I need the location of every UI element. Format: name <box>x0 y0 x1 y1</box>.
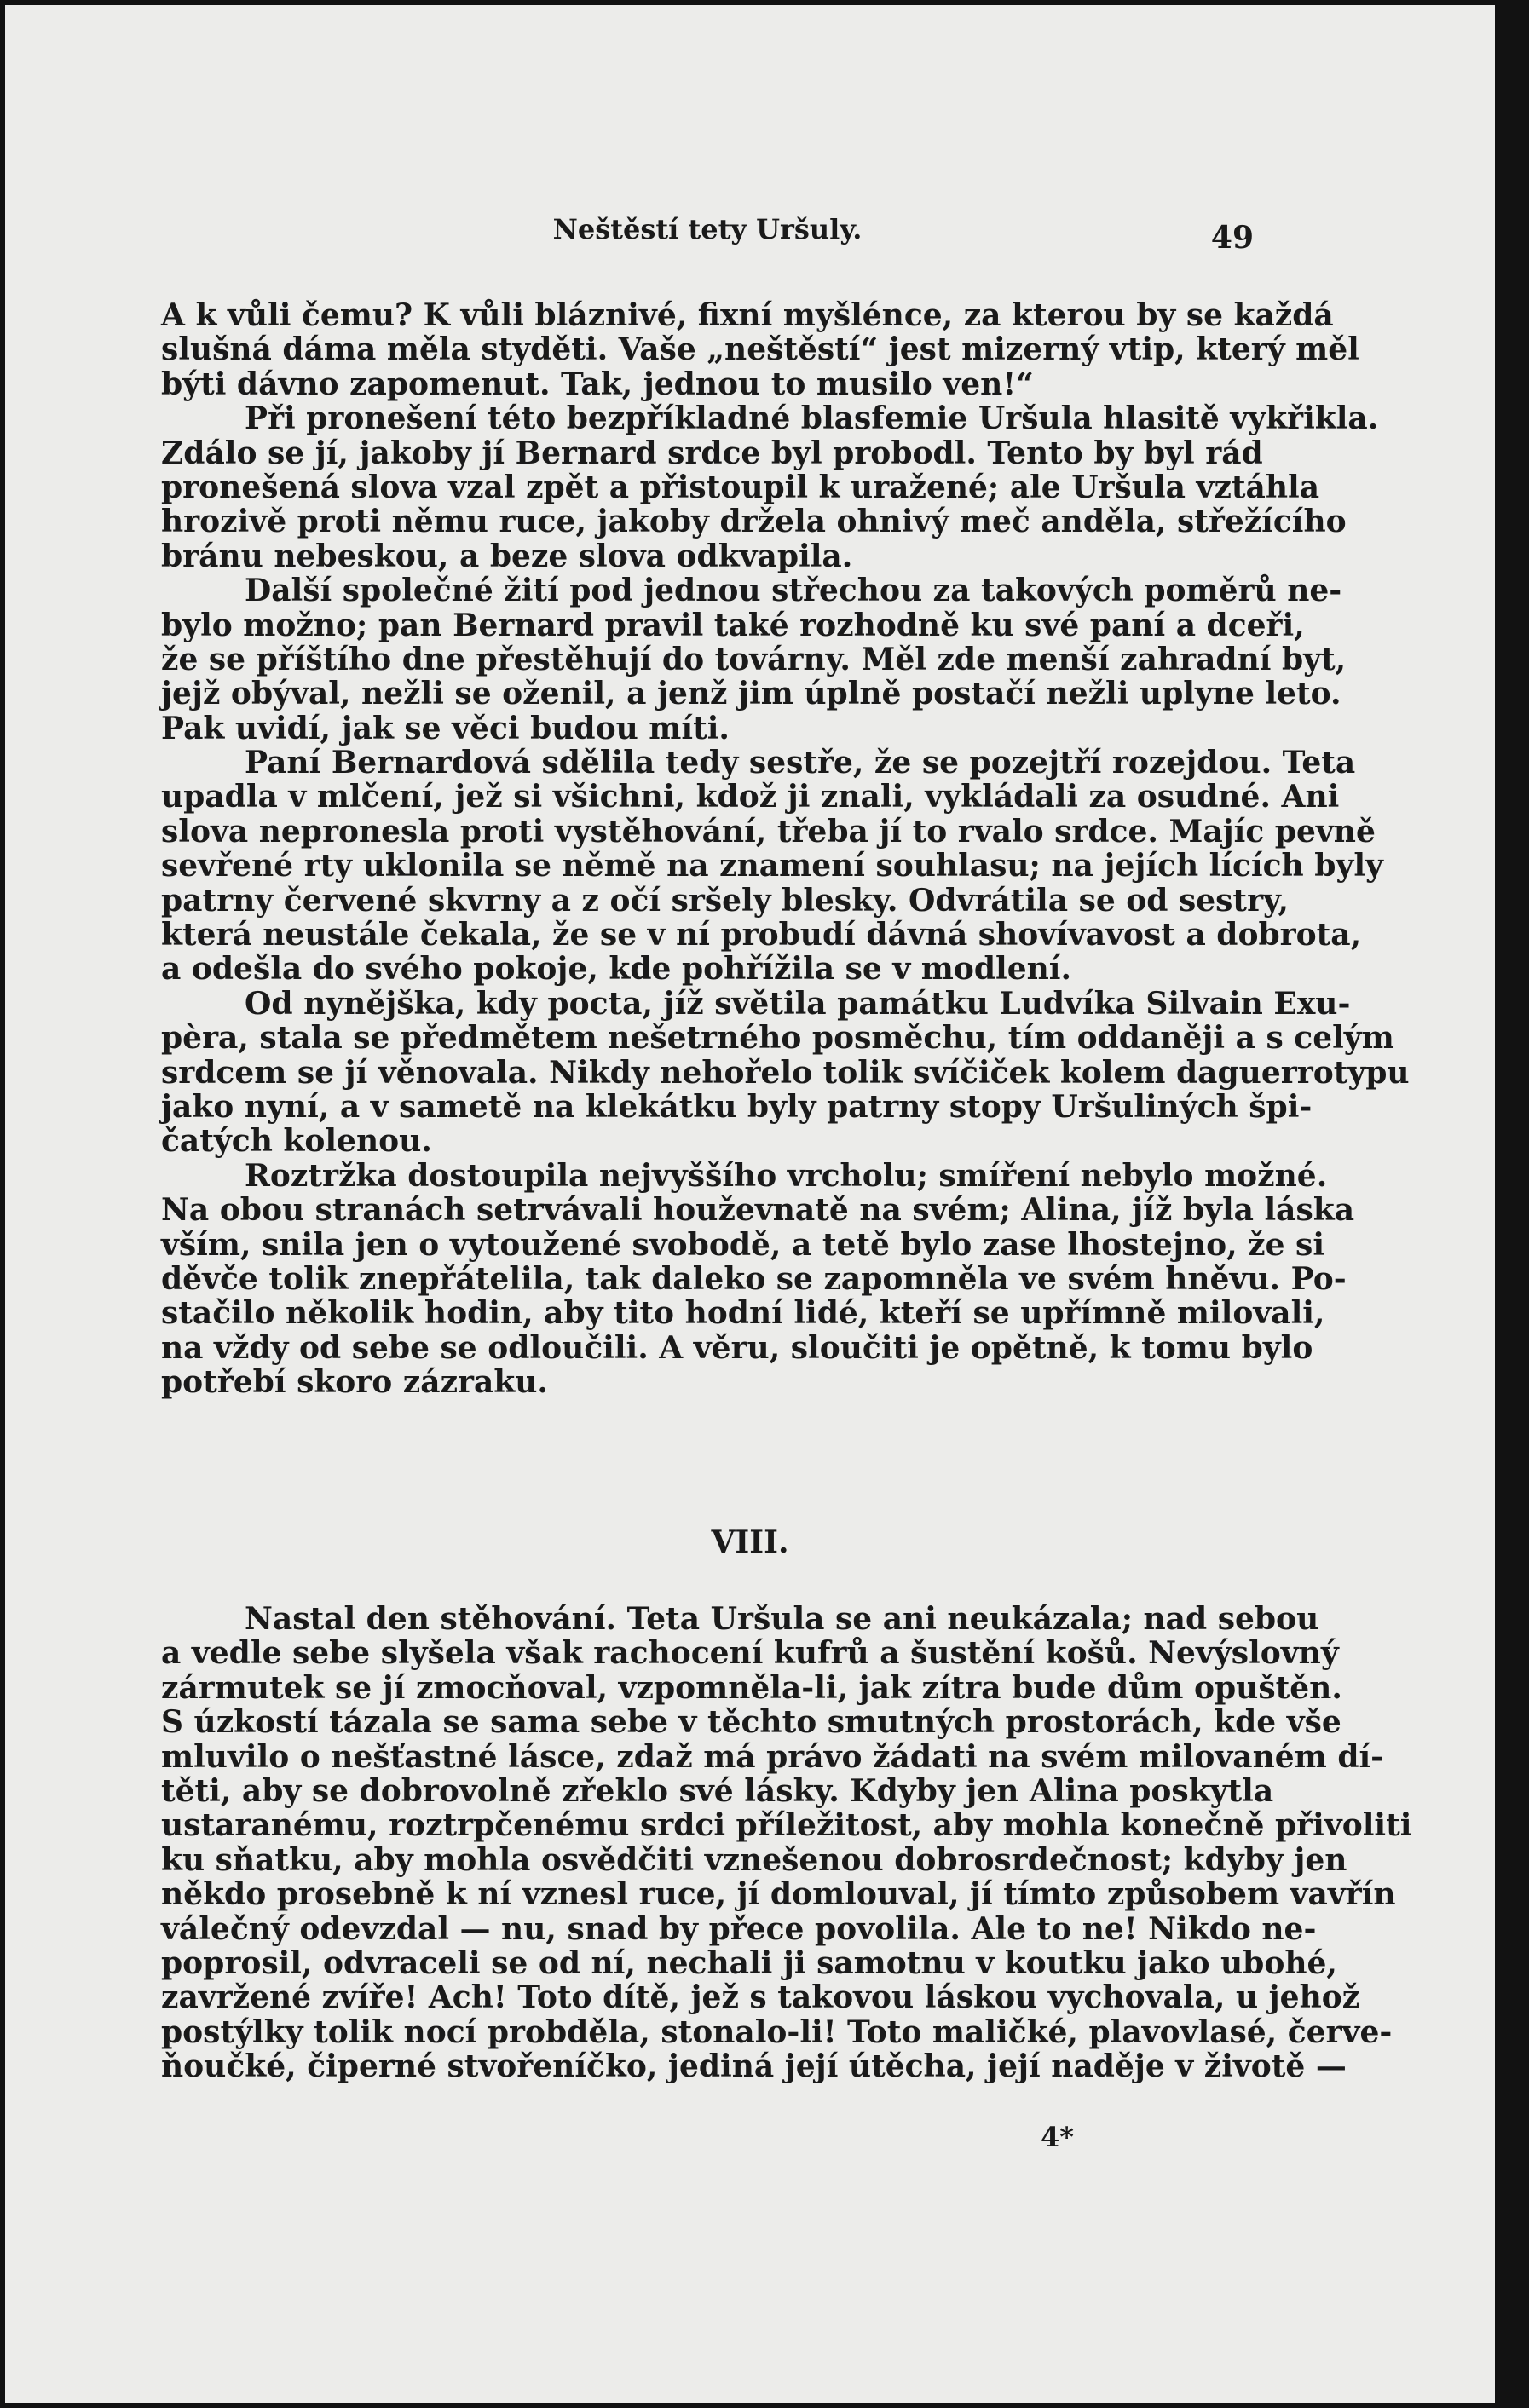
text-line: která neustále čekala, že se v ní probudí dávná shovívavost a dobrota, <box>161 917 1362 953</box>
text-line: čatých kolenou. <box>161 1123 432 1160</box>
text-line: upadla v mlčení, jež si všichni, kdož ji znali, vykládali za osudné. Ani <box>161 779 1340 815</box>
text-line: jako nyní, a v sametě na klekátku byly patrny stopy Uršuliných špi- <box>161 1088 1313 1125</box>
text-line: slušná dáma měla styděti. Vaše „neštěstí“ jest mizerný vtip, který měl <box>161 331 1359 368</box>
text-line: ku sňatku, aby mohla osvědčiti vznešenou dobrosrdečnost; kdyby jen <box>161 1841 1347 1878</box>
text-line: že se příštího dne přestěhují do továrny. Měl zde menší zahradní byt, <box>161 641 1347 677</box>
text-line: Roztržka dostoupila nejvyššího vrcholu; smíření nebylo možné. <box>245 1157 1328 1194</box>
text-line: bylo možno; pan Bernard pravil také rozhodně ku své paní a dceři, <box>161 607 1305 643</box>
text-line: děvče tolik znepřátelila, tak daleko se zapomněla ve svém hněvu. Po- <box>161 1260 1347 1297</box>
text-line: býti dávno zapomenut. Tak, jednou to musilo ven!“ <box>161 366 1034 402</box>
text-line: zavržené zvíře! Ach! Toto dítě, jež s takovou láskou vychovala, u jehož <box>161 1979 1360 2016</box>
text-line: někdo prosebně k ní vznesl ruce, jí domlouval, jí tímto způsobem vavřín <box>161 1876 1396 1913</box>
text-line: na vždy od sebe se odloučili. A věru, sloučiti je opětně, k tomu bylo <box>161 1329 1313 1366</box>
text-line: Zdálo se jí, jakoby jí Bernard srdce byl probodl. Tento by byl rád <box>161 435 1263 471</box>
text-line: Na obou stranách setrvávali houževnatě na svém; Alina, jíž byla láska <box>161 1192 1355 1229</box>
text-line: poprosil, odvraceli se od ní, nechali ji samotnu v koutku jako ubohé, <box>161 1944 1337 1981</box>
running-title: Neštěstí tety Uršuly. <box>552 213 863 245</box>
text-line: pèra, stala se předmětem nešetrného posměchu, tím oddaněji a s celým <box>161 1020 1394 1057</box>
text-line: zármutek se jí zmocňoval, vzpomněla-li, jak zítra bude dům opuštěn. <box>161 1669 1342 1706</box>
chapter-heading: VIII. <box>711 1524 789 1560</box>
text-line: pronešená slova vzal zpět a přistoupil k uražené; ale Uršula vztáhla <box>161 469 1320 505</box>
text-line: Nastal den stěhování. Teta Uršula se ani neukázala; nad sebou <box>245 1601 1319 1637</box>
text-line: vším, snila jen o vytoužené svobodě, a tetě bylo zase lhostejno, že si <box>161 1226 1324 1263</box>
text-line: válečný odevzdal — nu, snad by přece povolila. Ale to ne! Nikdo ne- <box>161 1910 1317 1947</box>
text-line: hrozivě proti němu ruce, jakoby držela ohnivý meč anděla, střežícího <box>161 504 1347 540</box>
text-line: bránu nebeskou, a beze slova odkvapila. <box>161 538 853 574</box>
text-line: slova nepronesla proti vystěhování, třeba jí to rvalo srdce. Majíc pevně <box>161 813 1376 850</box>
text-line: a vedle sebe slyšela však rachocení kufrů a šustění košů. Nevýslovný <box>161 1635 1339 1672</box>
signature-mark: 4* <box>1041 2121 1074 2153</box>
text-line: a odešla do svého pokoje, kde pohřížila se v modlení. <box>161 951 1072 988</box>
text-line: Paní Bernardová sdělila tedy sestře, že se pozejtří rozejdou. Teta <box>245 745 1356 781</box>
page-header <box>161 208 1254 259</box>
text-line: A k vůli čemu? K vůli bláznivé, fixní myšlénce, za kterou by se každá <box>161 297 1334 333</box>
body-text-section-1 <box>161 297 1410 1401</box>
text-line: potřebí skoro zázraku. <box>161 1364 548 1401</box>
text-line: srdcem se jí věnovala. Nikdy nehořelo tolik svíčiček kolem daguerrotypu <box>161 1054 1410 1091</box>
body-text-section-2 <box>161 1601 1412 2085</box>
text-line: sevřené rty uklonila se němě na znamení souhlasu; na jejích lících byly <box>161 848 1383 884</box>
text-line: Při pronešení této bezpříkladné blasfemie Uršula hlasitě vykřikla. <box>245 400 1379 437</box>
text-line: S úzkostí tázala se sama sebe v těchto smutných prostorách, kde vše <box>161 1704 1341 1741</box>
text-line: těti, aby se dobrovolně zřeklo své lásky. Kdyby jen Alina poskytla <box>161 1772 1274 1809</box>
text-line: Další společné žití pod jednou střechou za takových poměrů ne- <box>245 573 1342 609</box>
page-number: 49 <box>1210 220 1254 256</box>
text-line: patrny červené skvrny a z očí sršely blesky. Odvrátila se od sestry, <box>161 882 1290 919</box>
text-line: postýlky tolik nocí probděla, stonalo-li! Toto maličké, plavovlasé, červe- <box>161 2013 1393 2050</box>
text-line: Od nynějška, kdy pocta, jíž světila památku Ludvíka Silvain Exu- <box>245 985 1351 1022</box>
text-line: Pak uvidí, jak se věci budou míti. <box>161 710 730 746</box>
text-line: stačilo několik hodin, aby tito hodní lidé, kteří se upřímně milovali, <box>161 1295 1325 1332</box>
text-line: jejž obýval, nežli se oženil, a jenž jim úplně postačí nežli uplyne leto. <box>161 676 1341 712</box>
book-page <box>5 5 1495 2403</box>
text-line: ustaranému, roztrpčenému srdci příležitost, aby mohla konečně přivoliti <box>161 1807 1412 1844</box>
text-line: mluvilo o nešťastné lásce, zdaž má právo žádati na svém milovaném dí- <box>161 1738 1384 1775</box>
text-line: ňoučké, čiperné stvořeníčko, jediná její útěcha, její naděje v životě — <box>161 2048 1347 2085</box>
